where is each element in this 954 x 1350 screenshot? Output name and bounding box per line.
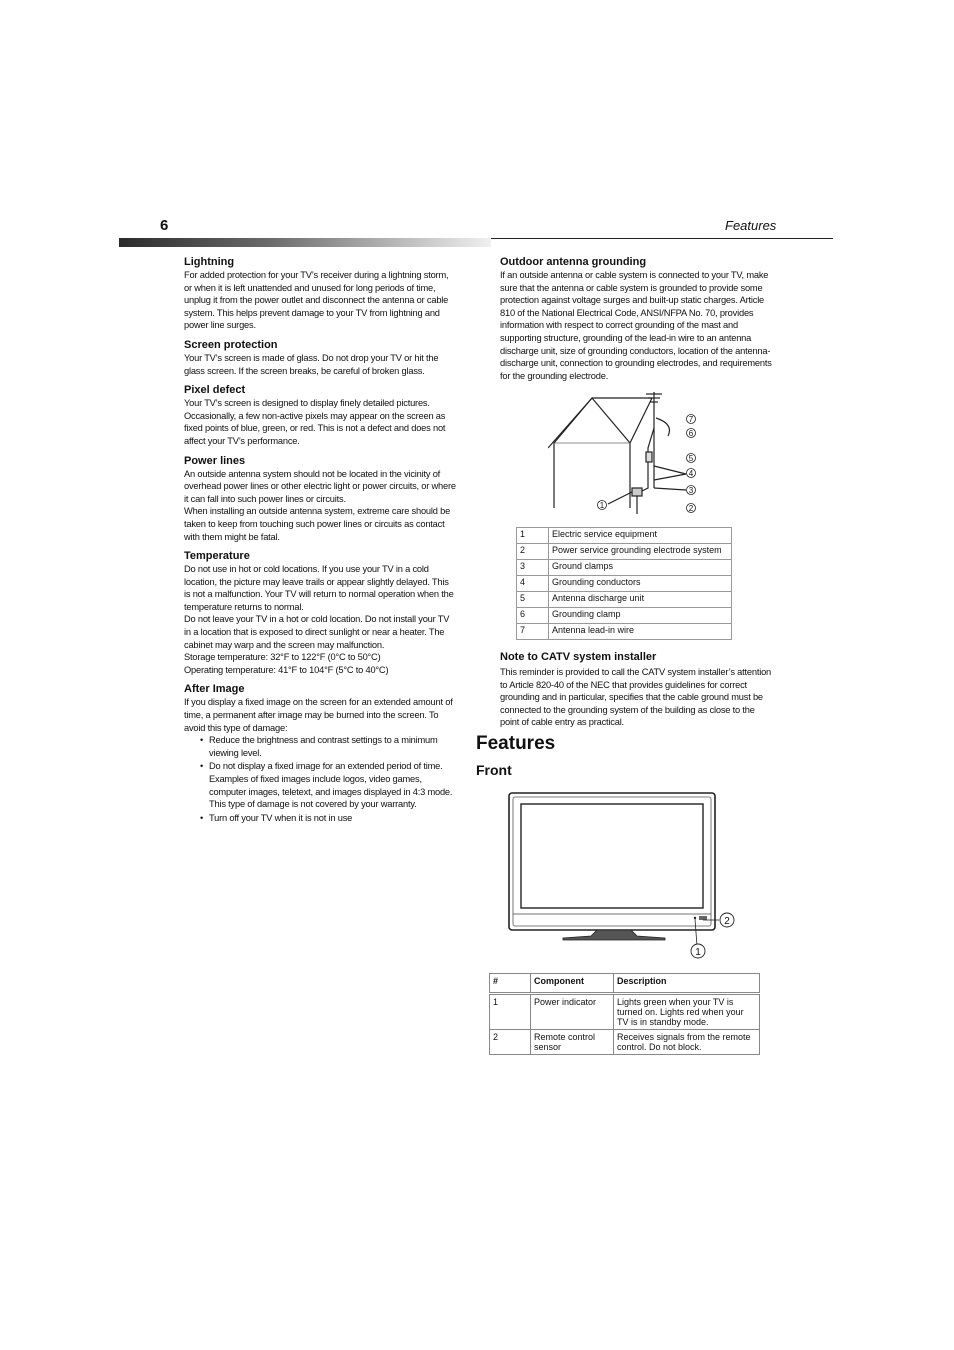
table-row <box>490 1030 760 1055</box>
front-components-table <box>489 973 760 1055</box>
left-column <box>184 256 456 825</box>
table-cell: Power service grounding electrode system <box>549 544 732 560</box>
page-number: 6 <box>160 217 169 234</box>
table-cell: 7 <box>517 624 549 640</box>
screen-protection-text: Your TV’s screen is made of glass. Do not drop your TV or hit the glass screen. If the screen breaks, be careful of broken glass. <box>184 352 439 376</box>
table-cell: Lights green when your TV is turned on. Lights red when your TV is in standby mode. <box>614 994 760 1030</box>
callout-3: 3 <box>688 486 694 495</box>
pixel-defect-text: Your TV’s screen is designed to display finely detailed pictures. Occasionally, a few non-active pixels may appear on the screen as fixed points of blue, green, or red. This is not a defect and does not affect your TV’s performance. <box>184 398 446 446</box>
table-cell: Antenna discharge unit <box>549 592 732 608</box>
callout-5: 5 <box>688 454 694 463</box>
remote-sensor-marker <box>699 916 707 920</box>
table-cell: 5 <box>517 592 549 608</box>
callout-1: 1 <box>599 501 605 510</box>
front-heading: Front <box>476 762 512 778</box>
catv-note-text: This reminder is provided to call the CATV system installer’s attention to Article 820-40 of the NEC that provides guidelines for correct grounding and in particular, specifies that the cable ground must be connected to the grounding system of the building as close to the point of cable entry as practical. <box>500 667 772 728</box>
column-header-component: Component <box>531 974 614 994</box>
table-row <box>517 560 732 576</box>
table-header-row <box>490 974 760 994</box>
temperature-text-1: Do not use in hot or cold locations. If you use your TV in a cold location, the picture may leave trails or appear slightly delayed. This is not a malfunction. Your TV will return to normal operation when the temperature returns to normal. <box>184 564 454 612</box>
power-lines-text-2: When installing an outside antenna system, extreme care should be taken to keep from touching such power lines or circuits as contact with them might be fatal. <box>184 506 451 542</box>
house-outline <box>554 398 630 508</box>
tv-front-illustration <box>505 790 741 962</box>
table-row <box>490 994 760 1030</box>
table-cell: 1 <box>490 994 531 1030</box>
catv-note-heading: Note to CATV system installer <box>500 651 657 663</box>
grounding-heading: Outdoor antenna grounding <box>500 256 647 268</box>
operating-temperature: Operating temperature: 41°F to 104°F (5°C to 40°C) <box>184 664 389 675</box>
power-lines-text-1: An outside antenna system should not be located in the vicinity of overhead power lines or other electric light or power circuits, or where it can fall into such power lines or circuits. <box>184 468 456 504</box>
table-row <box>517 576 732 592</box>
list-item: • Do not display a fixed image for an extended period of time. Examples of fixed images include logos, video games, computer images, teletext, and images displayed in 4:3 mode. This type of damage is not covered by your warranty. <box>200 760 456 810</box>
tv-stand <box>563 930 665 940</box>
table-row <box>517 624 732 640</box>
table-row <box>517 528 732 544</box>
temperature-text-2: Do not leave your TV in a hot or cold location. Do not install your TV in a location that is exposed to direct sunlight or near a heater. The cabinet may warp and the screen may malfunction. <box>184 614 450 650</box>
table-cell: Remote control sensor <box>531 1030 614 1055</box>
table-cell: 2 <box>490 1030 531 1055</box>
grounding-section <box>500 256 774 389</box>
lightning-text: For added protection for your TV’s receiver during a lightning storm, or when it is left unattended and unused for long periods of time, unplug it from the power outlet and disconnect the antenna or cable system. This helps prevent damage to your TV from lightning and power line surges. <box>184 270 449 331</box>
storage-temperature: Storage temperature: 32°F to 122°F (0°C to 50°C) <box>184 652 381 663</box>
table-row <box>517 608 732 624</box>
table-cell: Power indicator <box>531 994 614 1030</box>
table-row <box>517 592 732 608</box>
after-image-heading: After Image <box>184 683 245 696</box>
tv-callout-2: 2 <box>724 916 730 927</box>
callout-2: 2 <box>688 504 694 513</box>
features-heading: Features <box>476 733 556 754</box>
power-lines-heading: Power lines <box>184 454 246 467</box>
table-cell: Antenna lead-in wire <box>549 624 732 640</box>
after-image-text: If you display a fixed image on the screen for an extended amount of time, a permanent after image may be burned into the screen. To avoid this type of damage: <box>184 697 453 733</box>
column-header-description: Description <box>614 974 760 994</box>
table-cell: Receives signals from the remote control. Do not block. <box>614 1030 760 1055</box>
table-cell: Grounding clamp <box>549 608 732 624</box>
pixel-defect-heading: Pixel defect <box>184 384 246 397</box>
table-cell: Ground clamps <box>549 560 732 576</box>
grounding-legend-table <box>516 527 732 640</box>
table-cell: 2 <box>517 544 549 560</box>
table-cell: Grounding conductors <box>549 576 732 592</box>
table-cell: 3 <box>517 560 549 576</box>
table-cell: 4 <box>517 576 549 592</box>
column-header-number: # <box>490 974 531 994</box>
header-rule-line <box>491 238 833 239</box>
tv-screen <box>521 804 703 908</box>
antenna-grounding-diagram <box>548 388 708 518</box>
header-gradient-bar <box>119 238 491 247</box>
list-item: • Reduce the brightness and contrast settings to a minimum viewing level. <box>200 734 456 759</box>
after-image-list <box>200 734 456 824</box>
callout-7: 7 <box>688 415 694 424</box>
list-item: • Turn off your TV when it is not in use <box>200 812 456 825</box>
callout-6: 6 <box>688 429 694 438</box>
table-cell: 6 <box>517 608 549 624</box>
callout-4: 4 <box>688 469 694 478</box>
table-cell: 1 <box>517 528 549 544</box>
power-indicator-marker <box>694 917 696 919</box>
table-row <box>517 544 732 560</box>
temperature-heading: Temperature <box>184 550 250 563</box>
grounding-text: If an outside antenna or cable system is connected to your TV, make sure that the antenna or cable system is grounded to provide some protection against voltage surges and built-up static charges. Article 810 of the National Electrical Code, ANSI/NFPA No. 70, provides information with respect to correct grounding of the mast and supporting structure, grounding of the lead-in wire to an antenna discharge unit, size of grounding conductors, location of the antenna-discharge unit, connection to grounding electrodes, and requirements for the grounding electrode. <box>500 270 772 381</box>
screen-protection-heading: Screen protection <box>184 338 278 351</box>
lightning-heading: Lightning <box>184 256 235 268</box>
section-title: Features <box>725 218 777 233</box>
table-cell: Electric service equipment <box>549 528 732 544</box>
tv-callout-1: 1 <box>695 947 701 958</box>
